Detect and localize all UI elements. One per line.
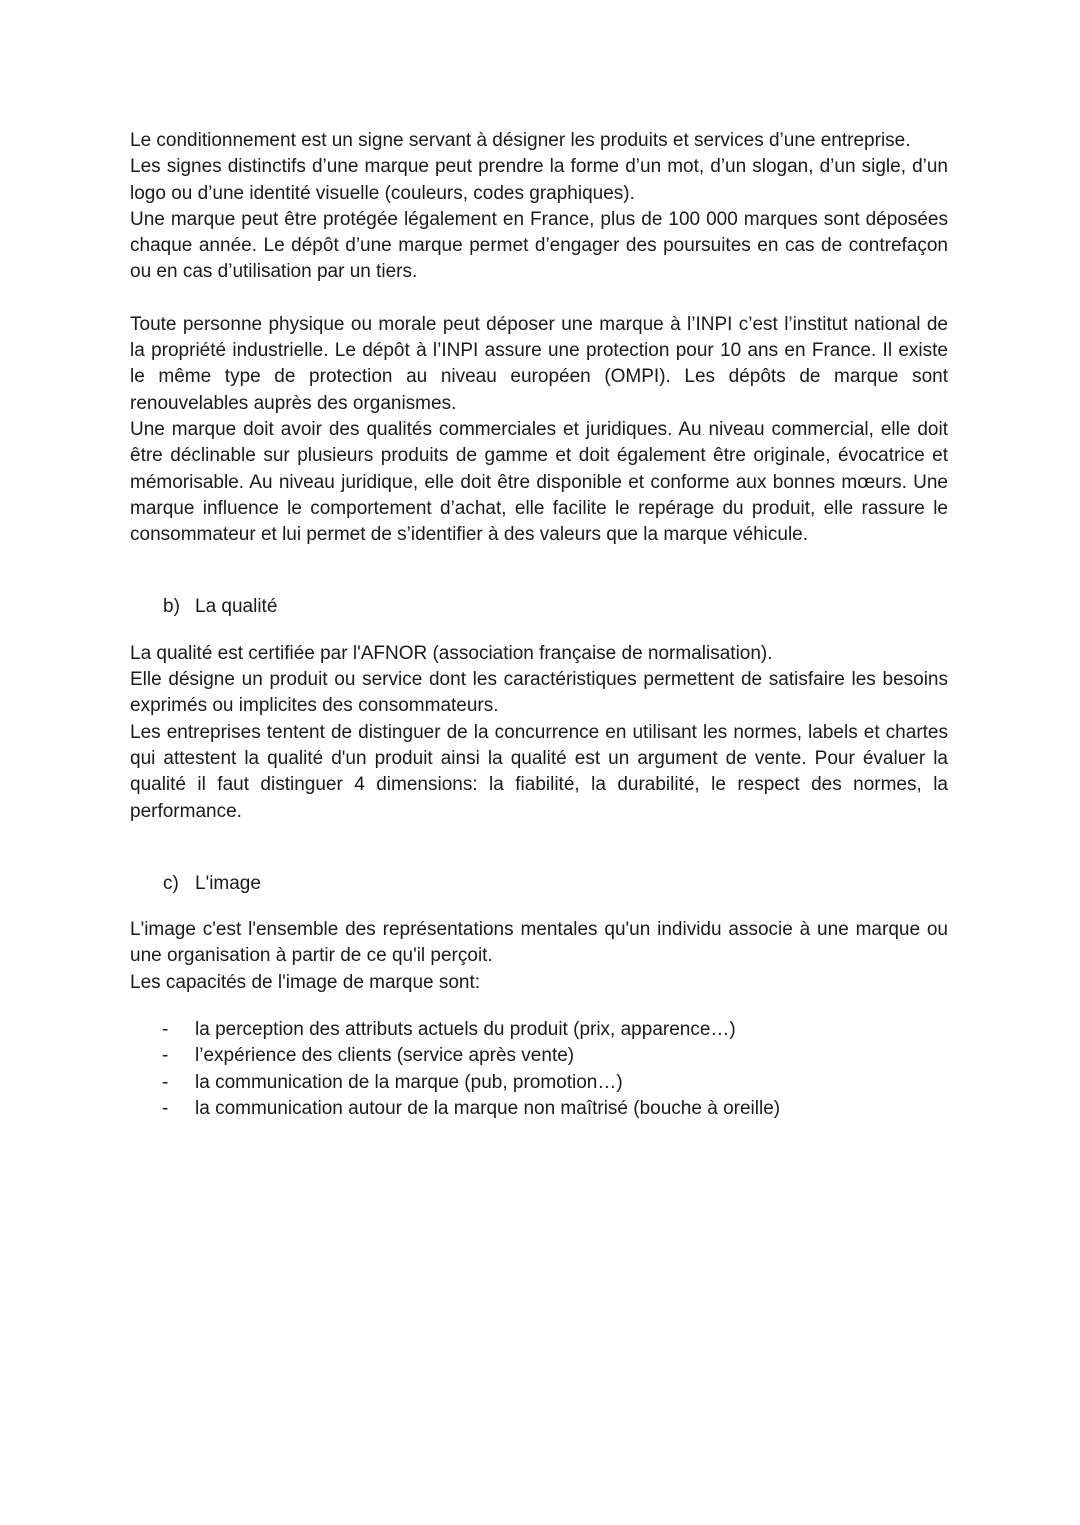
bullet-dash: -: [162, 1045, 169, 1067]
section-image: [130, 871, 948, 1122]
paragraph: Les entreprises tentent de distinguer de la concurrence en utilisant les normes, labels et chartes qui attestent la qualité d'un produit ainsi la qualité est un argument de vente. Pour évaluer la qualité il faut distinguer 4 dimensions: la fiabilité, la durabilité, le respect des normes, la performance.: [130, 721, 948, 822]
list-item: [130, 1043, 948, 1069]
section-heading: [163, 871, 948, 897]
list-item: [130, 1070, 948, 1096]
paragraph: Une marque peut être protégée légalement en France, plus de 100 000 marques sont déposées chaque année. Le dépôt d’une marque permet d’engager des poursuites en cas de contrefaçon ou en cas d’utilisation par un tiers.: [130, 208, 948, 283]
section-quality: [130, 594, 948, 824]
paragraph: Les signes distinctifs d’une marque peut prendre la forme d’un mot, d’un slogan, d’un sigle, d’un logo ou d’une identité visuelle (couleurs, codes graphiques).: [130, 156, 948, 204]
bullet-list: [130, 1017, 948, 1122]
bullet-dash: -: [162, 1071, 169, 1093]
paragraph: Le conditionnement est un signe servant à désigner les produits et services d’une entreprise.: [130, 130, 911, 151]
bullet-dash: -: [162, 1019, 169, 1041]
paragraph: Elle désigne un produit ou service dont les caractéristiques permettent de satisfaire les besoins exprimés ou implicites des consommateurs.: [130, 669, 948, 717]
list-item-text: la communication de la marque (pub, promotion…): [195, 1071, 623, 1093]
paragraph: Toute personne physique ou morale peut déposer une marque à l’INPI c’est l’institut national de la propriété industrielle. Le dépôt à l’INPI assure une protection pour 10 ans en France. Il existe le même type de protection au niveau européen (OMPI). Les dépôts de marque sont renouvelables auprès des organismes.: [130, 313, 948, 414]
section-title: La qualité: [195, 596, 278, 618]
section-letter: b): [163, 596, 180, 618]
paragraph: Les capacités de l'image de marque sont:: [130, 971, 481, 993]
paragraph: Une marque doit avoir des qualités commerciales et juridiques. Au niveau commercial, elle doit être déclinable sur plusieurs produits de gamme et doit également être originale, évocatrice et mémorisable. Au niveau juridique, elle doit être disponible et conforme aux bonnes mœurs. Une marque influence le comportement d’achat, elle facilite le repérage du produit, elle rassure le consommateur et lui permet de s’identifier à des valeurs que la marque véhicule.: [130, 418, 948, 546]
list-item-text: la perception des attributs actuels du produit (prix, apparence…): [195, 1019, 736, 1041]
list-item: [130, 1096, 948, 1122]
list-item-text: l’expérience des clients (service après vente): [195, 1045, 575, 1067]
paragraph: L'image c'est l'ensemble des représentations mentales qu'un individu associe à une marque ou une organisation à partir de ce qu'il perçoit.: [130, 919, 948, 967]
section-letter: c): [163, 872, 179, 894]
section-title: L'image: [195, 872, 261, 894]
intro-block: [130, 128, 948, 286]
bullet-dash: -: [162, 1097, 169, 1119]
paragraph: La qualité est certifiée par l'AFNOR (association française de normalisation).: [130, 642, 773, 664]
document-page: [130, 128, 948, 1122]
list-item: [130, 1017, 948, 1043]
section-heading: [163, 594, 948, 620]
list-item-text: la communication autour de la marque non maîtrisé (bouche à oreille): [195, 1097, 781, 1119]
inpi-block: [130, 312, 948, 549]
